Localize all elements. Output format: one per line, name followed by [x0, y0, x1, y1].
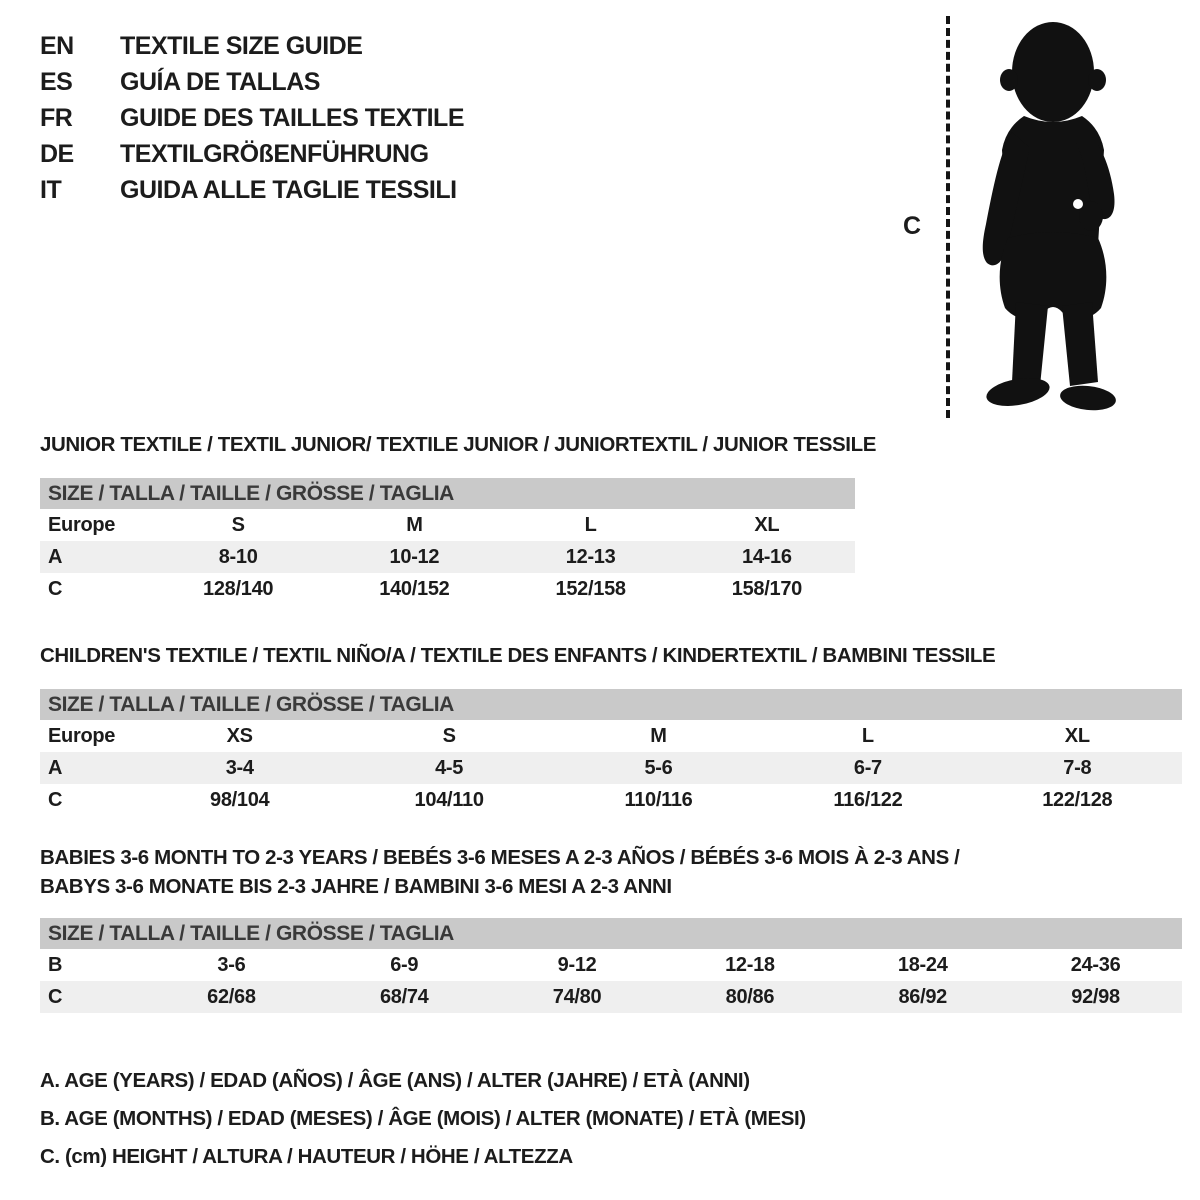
- table-cell: 128/140: [203, 578, 274, 600]
- table-row: [40, 720, 1182, 752]
- table-cell: 86/92: [898, 986, 948, 1008]
- language-row: [40, 64, 464, 100]
- table-cell: XL: [1064, 725, 1090, 747]
- language-row: [40, 136, 464, 172]
- language-code: IT: [40, 175, 62, 204]
- language-list: [40, 28, 464, 208]
- size-table-rows: [40, 720, 1182, 816]
- size-header-band: SIZE / TALLA / TAILLE / GRÖSSE / TAGLIA: [40, 478, 855, 509]
- table-cell: 6-9: [390, 954, 419, 976]
- table-cell: M: [650, 725, 667, 747]
- row-label: A: [48, 757, 63, 779]
- size-table-rows: [40, 509, 855, 605]
- table-cell: S: [442, 725, 456, 747]
- row-label: Europe: [48, 514, 116, 536]
- section-title-line: JUNIOR TEXTILE / TEXTIL JUNIOR/ TEXTILE JUNIOR / JUNIORTEXTIL / JUNIOR TESSILE: [40, 433, 876, 456]
- section-title: [40, 430, 876, 459]
- table-cell: XS: [226, 725, 253, 747]
- table-row: [40, 509, 855, 541]
- row-label: B: [48, 954, 63, 976]
- language-row: [40, 172, 464, 208]
- language-code: EN: [40, 31, 74, 60]
- legend-line-c: C. (cm) HEIGHT / ALTURA / HAUTEUR / HÖHE / ALTEZZA: [40, 1145, 573, 1168]
- guide-title: GUÍA DE TALLAS: [120, 67, 320, 96]
- table-cell: 3-4: [225, 757, 254, 779]
- table-cell: 152/158: [555, 578, 626, 600]
- table-cell: 116/122: [833, 789, 903, 811]
- guide-title: GUIDA ALLE TAGLIE TESSILI: [120, 175, 457, 204]
- table-cell: 9-12: [557, 954, 597, 976]
- size-header-band: SIZE / TALLA / TAILLE / GRÖSSE / TAGLIA: [40, 689, 1182, 720]
- section-babies: [40, 843, 1182, 1013]
- size-table: [40, 918, 1182, 1013]
- size-table-rows: [40, 949, 1182, 1013]
- table-cell: 62/68: [207, 986, 256, 1008]
- section-children: [40, 641, 1182, 816]
- table-row: [40, 541, 855, 573]
- table-cell: 74/80: [552, 986, 602, 1008]
- table-cell: L: [861, 725, 874, 747]
- section-title: [40, 641, 1182, 670]
- legend-line-a: A. AGE (YEARS) / EDAD (AÑOS) / ÂGE (ANS) / ALTER (JAHRE) / ETÀ (ANNI): [40, 1069, 750, 1092]
- table-cell: 140/152: [379, 578, 450, 600]
- section-title-line: BABYS 3-6 MONATE BIS 2-3 JAHRE / BAMBINI 3-6 MESI A 2-3 ANNI: [40, 875, 672, 898]
- table-cell: 122/128: [1042, 789, 1113, 811]
- table-cell: 5-6: [644, 757, 673, 779]
- table-cell: 18-24: [897, 954, 948, 976]
- language-row: [40, 100, 464, 136]
- legend-line-b: B. AGE (MONTHS) / EDAD (MESES) / ÂGE (MOIS) / ALTER (MONATE) / ETÀ (MESI): [40, 1107, 806, 1130]
- language-code: ES: [40, 67, 73, 96]
- table-cell: 8-10: [218, 546, 258, 568]
- table-cell: 24-36: [1070, 954, 1121, 976]
- section-title-line: BABIES 3-6 MONTH TO 2-3 YEARS / BEBÉS 3-6 MESES A 2-3 AÑOS / BÉBÉS 3-6 MOIS À 2-3 ANS /: [40, 846, 960, 869]
- table-cell: 12-13: [565, 546, 616, 568]
- row-label: C: [48, 578, 63, 600]
- table-cell: 98/104: [210, 789, 270, 811]
- size-table: [40, 478, 855, 605]
- toddler-silhouette: [960, 20, 1145, 418]
- table-cell: 80/86: [725, 986, 775, 1008]
- row-label: Europe: [48, 725, 116, 747]
- guide-title: TEXTILE SIZE GUIDE: [120, 31, 363, 60]
- row-label: C: [48, 789, 63, 811]
- table-cell: 158/170: [731, 578, 802, 600]
- table-cell: S: [231, 514, 245, 536]
- table-cell: M: [406, 514, 423, 536]
- section-title-line: CHILDREN'S TEXTILE / TEXTIL NIÑO/A / TEXTILE DES ENFANTS / KINDERTEXTIL / BAMBINI TESSILE: [40, 644, 996, 667]
- row-label: C: [48, 986, 63, 1008]
- language-row: [40, 28, 464, 64]
- row-label: A: [48, 546, 63, 568]
- table-cell: 14-16: [742, 546, 792, 568]
- table-cell: 12-18: [725, 954, 775, 976]
- table-cell: 7-8: [1063, 757, 1092, 779]
- table-row: [40, 752, 1182, 784]
- table-cell: L: [584, 514, 597, 536]
- section-junior: [40, 430, 876, 605]
- table-cell: 110/116: [624, 789, 693, 811]
- section-title: [40, 843, 1182, 901]
- size-table: [40, 689, 1182, 816]
- table-cell: XL: [754, 514, 780, 536]
- height-measure-dashed-line: [946, 16, 950, 418]
- height-measure-label: C: [903, 212, 922, 240]
- guide-title: TEXTILGRÖßENFÜHRUNG: [120, 139, 429, 168]
- table-cell: 3-6: [217, 954, 246, 976]
- table-cell: 92/98: [1071, 986, 1120, 1008]
- measure-legend: [40, 1062, 806, 1176]
- table-row: [40, 981, 1182, 1013]
- language-code: DE: [40, 139, 74, 168]
- table-cell: 6-7: [853, 757, 882, 779]
- table-cell: 68/74: [379, 986, 429, 1008]
- table-cell: 104/110: [414, 789, 484, 811]
- table-row: [40, 949, 1182, 981]
- table-cell: 4-5: [435, 757, 464, 779]
- table-row: [40, 573, 855, 605]
- table-row: [40, 784, 1182, 816]
- size-header-band: SIZE / TALLA / TAILLE / GRÖSSE / TAGLIA: [40, 918, 1182, 949]
- table-cell: 10-12: [389, 546, 440, 568]
- guide-title: GUIDE DES TAILLES TEXTILE: [120, 103, 465, 132]
- language-code: FR: [40, 103, 73, 132]
